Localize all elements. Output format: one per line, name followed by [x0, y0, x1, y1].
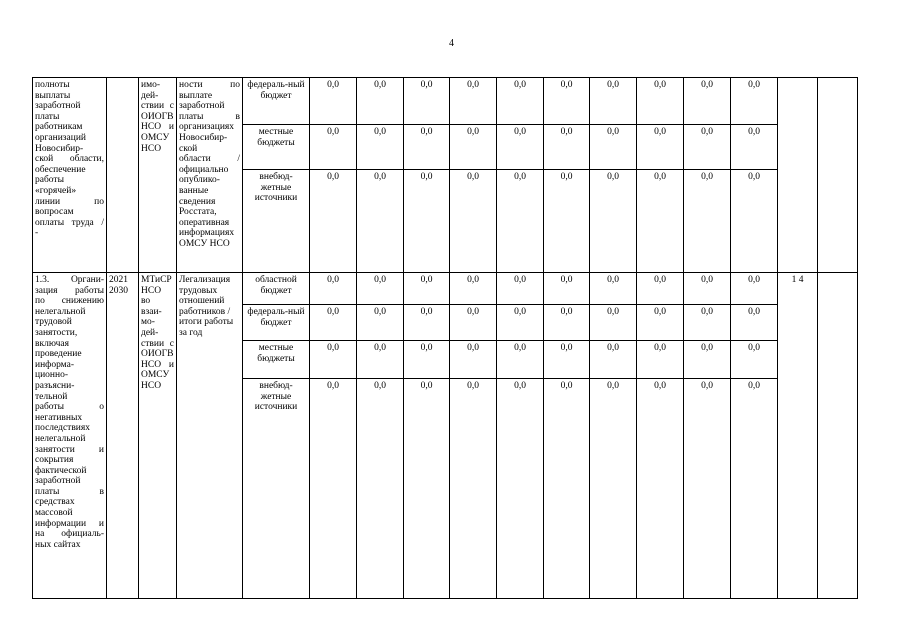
text-line: НСО: [141, 285, 162, 296]
ref-cell: [778, 78, 818, 273]
text-line: дей-: [141, 90, 159, 101]
amount-cell: 0,0: [450, 125, 497, 170]
text-line: отношений: [179, 296, 225, 307]
amount-cell: 0,0: [731, 379, 778, 599]
amount-cell: 0,0: [450, 170, 497, 273]
amount-cell: 0,0: [731, 341, 778, 379]
amount-cell: 0,0: [637, 78, 684, 125]
funding-source-cell: внебюд-жетные источники: [243, 170, 310, 273]
amount-cell: 0,0: [590, 125, 637, 170]
amount-cell: 0,0: [404, 125, 450, 170]
text-line: средствах: [35, 497, 75, 508]
amount-cell: 0,0: [590, 379, 637, 599]
amount-cell: 0,0: [310, 341, 357, 379]
text-line: трудовой: [35, 317, 72, 328]
text-line: Новосибир-: [179, 132, 228, 143]
amount-cell: 0,0: [404, 78, 450, 125]
text-line: организациях: [179, 122, 235, 133]
text-line: информации и: [35, 518, 104, 529]
text-line: ности по: [179, 80, 240, 90]
text-line: ОМСУ: [141, 370, 170, 381]
text-line: ОМСУ НСО: [179, 238, 230, 249]
text-line: выплаты: [35, 90, 71, 101]
text-line: организаций: [35, 132, 87, 143]
amount-cell: 0,0: [731, 125, 778, 170]
text-line: нелегальной: [35, 306, 86, 317]
amount-cell: 0,0: [731, 170, 778, 273]
amount-cell: 0,0: [310, 170, 357, 273]
amount-cell: 0,0: [404, 273, 450, 305]
text-line: платы: [35, 111, 60, 122]
text-line: зация работы: [35, 285, 104, 296]
amount-cell: 0,0: [497, 78, 544, 125]
amount-cell: 0,0: [637, 125, 684, 170]
funding-source-cell: областной бюджет: [243, 273, 310, 305]
years-cell: [107, 273, 139, 599]
amount-cell: 0,0: [404, 341, 450, 379]
text-line: занятости,: [35, 327, 78, 338]
text-line: имо-: [141, 80, 161, 90]
amount-cell: 0,0: [450, 379, 497, 599]
text-line: ствии с: [141, 338, 174, 349]
amount-cell: 0,0: [497, 305, 544, 341]
amount-cell: 0,0: [357, 273, 404, 305]
amount-cell: 0,0: [684, 379, 731, 599]
text-line: НСО: [141, 143, 162, 154]
amount-cell: 0,0: [684, 170, 731, 273]
text-line: занятости и: [35, 444, 104, 455]
amount-cell: 0,0: [544, 273, 590, 305]
text-line: 2030: [109, 285, 128, 296]
executor-cell: [139, 273, 177, 599]
text-line: Росстата,: [179, 207, 217, 218]
amount-cell: 0,0: [637, 170, 684, 273]
text-line: ской: [179, 143, 198, 154]
text-line: выплате: [179, 90, 213, 101]
amount-cell: 0,0: [404, 305, 450, 341]
amount-cell: 0,0: [637, 305, 684, 341]
amount-cell: 0,0: [544, 305, 590, 341]
text-line: ных сайтах: [35, 539, 81, 550]
amount-cell: 0,0: [357, 379, 404, 599]
amount-cell: 0,0: [497, 273, 544, 305]
text-line: ванные: [179, 185, 209, 196]
funding-source-cell: местные бюджеты: [243, 125, 310, 170]
text-line: вопросам: [35, 207, 74, 218]
funding-source-cell: федераль-ный бюджет: [243, 78, 310, 125]
amount-cell: 0,0: [450, 273, 497, 305]
text-line: «горячей»: [35, 185, 77, 196]
amount-cell: 0,0: [684, 273, 731, 305]
text-line: по снижению: [35, 296, 104, 307]
text-line: на официаль-: [35, 529, 104, 540]
text-line: ствии с: [141, 101, 174, 112]
text-line: трудовых: [179, 285, 218, 296]
text-line: заработной: [179, 101, 225, 112]
text-line: платы в: [179, 111, 240, 122]
text-line: НСО и: [141, 122, 174, 133]
text-line: ской области,: [35, 154, 104, 165]
amount-cell: 0,0: [310, 78, 357, 125]
years-cell: [107, 78, 139, 273]
text-line: ОИОГВ: [141, 111, 174, 122]
text-line: сокрытия: [35, 455, 74, 466]
funding-source-cell: федераль-ный бюджет: [243, 305, 310, 341]
text-line: официально: [179, 164, 229, 175]
amount-cell: 0,0: [357, 305, 404, 341]
amount-cell: 0,0: [450, 341, 497, 379]
text-line: Легализация: [179, 275, 231, 285]
text-line: взаи-: [141, 306, 162, 317]
amount-cell: 0,0: [637, 341, 684, 379]
text-line: работы: [35, 175, 64, 186]
text-line: оперативная: [179, 217, 230, 228]
activity-name-cell: [33, 273, 107, 599]
text-line: заработной: [35, 476, 81, 487]
program-activities-table: [32, 77, 858, 599]
amount-cell: 0,0: [544, 78, 590, 125]
amount-cell: 0,0: [357, 341, 404, 379]
text-line: информа-: [35, 359, 75, 370]
ref-cell: 1 4: [778, 273, 818, 599]
text-line: платы в: [35, 486, 104, 497]
amount-cell: 0,0: [497, 170, 544, 273]
amount-cell: 0,0: [731, 305, 778, 341]
text-line: проведение: [35, 349, 82, 360]
amount-cell: 0,0: [590, 78, 637, 125]
text-line: негативных: [35, 412, 83, 423]
amount-cell: 0,0: [684, 125, 731, 170]
amount-cell: 0,0: [310, 273, 357, 305]
amount-cell: 0,0: [684, 341, 731, 379]
amount-cell: 0,0: [684, 305, 731, 341]
text-line: обеспечение: [35, 164, 86, 175]
note-cell: [818, 273, 858, 599]
amount-cell: 0,0: [497, 125, 544, 170]
text-line: ционно-: [35, 370, 68, 381]
amount-cell: 0,0: [544, 125, 590, 170]
text-line: последствиях: [35, 423, 91, 434]
text-line: оплаты труда /: [35, 217, 104, 228]
result-cell: [177, 273, 243, 599]
amount-cell: 0,0: [310, 379, 357, 599]
text-line: сведения: [179, 196, 216, 207]
amount-cell: 0,0: [404, 170, 450, 273]
amount-cell: 0,0: [450, 78, 497, 125]
amount-cell: 0,0: [497, 379, 544, 599]
executor-cell: [139, 78, 177, 273]
text-line: области /: [179, 154, 240, 165]
text-line: 1.3. Органи-: [35, 275, 104, 285]
amount-cell: 0,0: [357, 125, 404, 170]
table-row: [33, 273, 858, 305]
text-line: -: [35, 228, 39, 239]
amount-cell: 0,0: [590, 305, 637, 341]
amount-cell: 0,0: [310, 125, 357, 170]
amount-cell: 0,0: [357, 78, 404, 125]
text-line: мо-: [141, 317, 155, 328]
note-cell: [818, 78, 858, 273]
text-line: фактической: [35, 465, 87, 476]
amount-cell: 0,0: [637, 379, 684, 599]
text-line: дей-: [141, 327, 159, 338]
amount-cell: 0,0: [310, 305, 357, 341]
activity-name-cell: [33, 78, 107, 273]
amount-cell: 0,0: [450, 305, 497, 341]
amount-cell: 0,0: [590, 170, 637, 273]
amount-cell: 0,0: [637, 273, 684, 305]
text-line: МТиСР: [141, 275, 172, 285]
text-line: за год: [179, 327, 203, 338]
amount-cell: 0,0: [590, 273, 637, 305]
text-line: 2021: [109, 275, 128, 285]
text-line: ОИОГВ: [141, 349, 174, 360]
amount-cell: 0,0: [544, 341, 590, 379]
table-row: [33, 78, 858, 125]
text-line: работникам: [35, 122, 83, 133]
text-line: полноты: [35, 80, 70, 90]
amount-cell: 0,0: [544, 170, 590, 273]
text-line: заработной: [35, 101, 81, 112]
amount-cell: 0,0: [590, 341, 637, 379]
funding-source-cell: местные бюджеты: [243, 341, 310, 379]
text-line: линии по: [35, 196, 104, 207]
text-line: Новосибир-: [35, 143, 84, 154]
text-line: включая: [35, 338, 69, 349]
text-line: опублико-: [179, 175, 220, 186]
text-line: итоги работы: [179, 317, 234, 328]
amount-cell: 0,0: [684, 78, 731, 125]
text-line: разъясни-: [35, 380, 75, 391]
amount-cell: 0,0: [357, 170, 404, 273]
text-line: НСО и: [141, 359, 174, 370]
page-number: 4: [449, 38, 454, 49]
amount-cell: 0,0: [731, 78, 778, 125]
result-cell: [177, 78, 243, 273]
amount-cell: 0,0: [404, 379, 450, 599]
funding-source-cell: внебюд-жетные источники: [243, 379, 310, 599]
amount-cell: 0,0: [497, 341, 544, 379]
text-line: нелегальной: [35, 433, 86, 444]
text-line: работников /: [179, 306, 231, 317]
amount-cell: 0,0: [544, 379, 590, 599]
text-line: тельной: [35, 391, 68, 402]
text-line: работы о: [35, 402, 104, 413]
amount-cell: 0,0: [731, 273, 778, 305]
text-line: массовой: [35, 508, 73, 519]
text-line: во: [141, 296, 151, 307]
text-line: информациях: [179, 228, 235, 239]
text-line: ОМСУ: [141, 132, 170, 143]
text-line: НСО: [141, 380, 162, 391]
